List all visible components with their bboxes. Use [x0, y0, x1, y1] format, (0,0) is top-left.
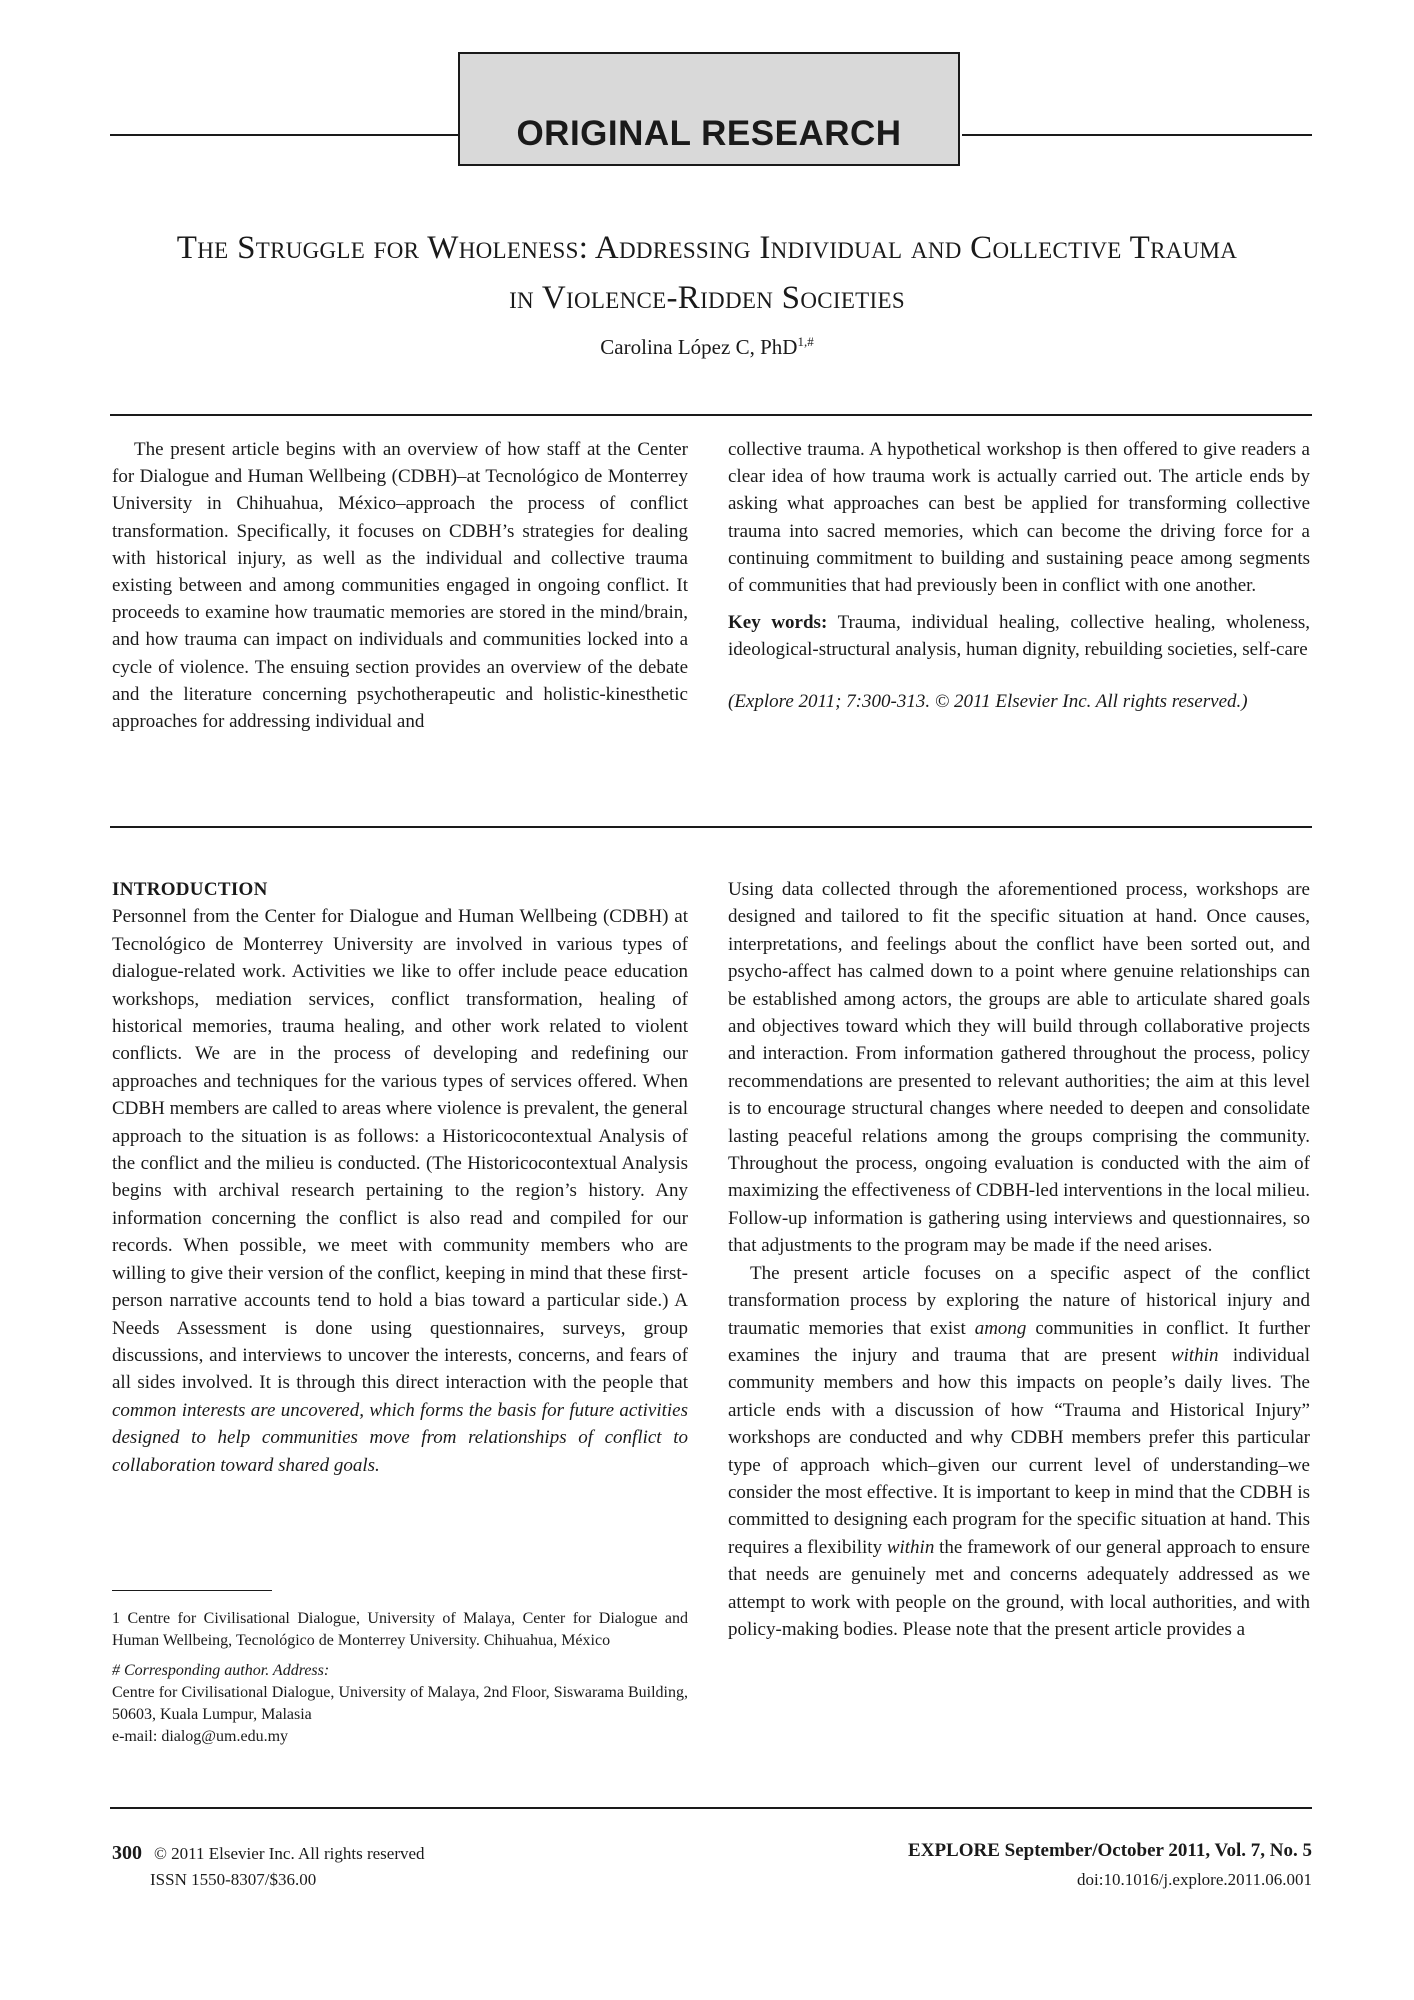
intro-left-column [112, 876, 688, 1479]
page-number: 300 [112, 1842, 142, 1864]
author-line [100, 334, 1314, 360]
abstract-top-rule [110, 414, 1312, 416]
header-rule-right [962, 134, 1312, 136]
intro-p3-emphasis-within: within [1170, 1344, 1219, 1366]
intro-p3-text-c: individual community members and how this impacts on people’s daily lives. The article ends with a discussion of how “Trauma and Historical Injury” workshops are conducted and why CDBH members prefer this particular type of approach which–given our current level of understanding–we consider the most effective. It is important to keep in mind that the CDBH is committed to designing each program for the specific situation at hand. This requires a flexibility [728, 1344, 1310, 1558]
author-affiliation-marks: 1,# [797, 334, 814, 349]
footer-copyright: © 2011 Elsevier Inc. All rights reserved [154, 1844, 425, 1863]
intro-p3-text-a: The present article focuses on a specific aspect of the conflict transformation process by exploring the nature of historical injury and traumatic memories that exist [728, 1262, 1310, 1339]
footnote-corresponding-label [112, 1660, 688, 1682]
footer-left [112, 1842, 425, 1865]
intro-p3-emphasis-within-2: within [886, 1536, 935, 1558]
journal-name: EXPLORE [908, 1840, 1000, 1861]
intro-p3-text-d: the framework of our general approach to ensure that needs are genuinely met and concerns adequately addressed as we attempt to work with people on the ground, with local authorities, and with policy-making bodies. Please note that the present article provides a [728, 1536, 1310, 1640]
section-label: ORIGINAL RESEARCH [516, 114, 902, 153]
abstract-text-left: The present article begins with an overview of how staff at the Center for Dialogue and Human Wellbeing (CDBH)–at Tecnológico de Monterrey University in Chihuahua, México–approach the process of conflict transformation. Specifically, it focuses on CDBH’s strategies for dealing with historical injury, as well as the individual and collective trauma existing between and among communities engaged in ongoing conflict. It proceeds to examine how traumatic memories are stored in the mind/brain, and how trauma can impact on individuals and communities locked into a cycle of violence. The ensuing section provides an overview of the debate and the literature concerning psychotherapeutic and holistic-kinesthetic approaches for addressing individual and [112, 439, 688, 733]
header-rule-left [110, 134, 460, 136]
keywords-label: Key words: [728, 612, 828, 634]
footer-doi: doi:10.1016/j.explore.2011.06.001 [1077, 1870, 1312, 1889]
footnotes [112, 1608, 688, 1748]
keywords [728, 609, 1310, 663]
intro-p3-emphasis-among: among [974, 1317, 1027, 1339]
keywords-list: Trauma, individual healing, collective healing, wholeness, ideological-structural analysis, human dignity, rebuilding societies, self-care [728, 612, 1310, 661]
intro-paragraph-3 [728, 1260, 1310, 1644]
abstract-bottom-rule [110, 826, 1312, 828]
article-title-line-1: The Struggle for Wholeness: Addressing Individual and Collective Trauma [176, 230, 1238, 266]
journal-issue: September/October 2011, Vol. 7, No. 5 [1004, 1840, 1312, 1861]
intro-paragraph-1 [112, 903, 688, 1479]
footnote-email: e-mail: dialog@um.edu.my [112, 1728, 289, 1745]
citation: (Explore 2011; 7:300-313. © 2011 Elsevier Inc. All rights reserved.) [728, 690, 1248, 712]
intro-p3-text-b: communities in conflict. It further examines the injury and trauma that are present [728, 1317, 1310, 1366]
abstract-left-column [112, 436, 688, 735]
footer-journal-line [908, 1840, 1312, 1862]
footnote-rule [112, 1590, 272, 1591]
intro-heading: INTRODUCTION [112, 879, 268, 900]
footnote-affiliation: 1 Centre for Civilisational Dialogue, University of Malaya, Center for Dialogue and Human Wellbeing, Tecnológico de Monterrey University. Chihuahua, México [112, 1610, 688, 1649]
intro-right-column [728, 876, 1310, 1643]
author-name: Carolina López C, PhD [600, 335, 798, 359]
corresponding-label-text: # Corresponding author. Address: [112, 1662, 330, 1679]
section-banner [458, 52, 960, 166]
intro-emphasis: common interests are uncovered, which forms the basis for future activities designed to help communities move from relationships of conflict to collaboration toward shared goals. [112, 1399, 688, 1476]
footer-issn: ISSN 1550-8307/$36.00 [150, 1870, 317, 1889]
article-title-line-2: in Violence-Ridden Societies [509, 280, 905, 316]
intro-text: Personnel from the Center for Dialogue and Human Wellbeing (CDBH) at Tecnológico de Monterrey University are involved in various types of dialogue-related work. Activities we like to offer include peace education workshops, mediation services, conflict transformation, healing of historical memories, trauma healing, and other work related to violent conflicts. We are in the process of developing and redefining our approaches and techniques for the various types of services offered. When CDBH members are called to areas where violence is prevalent, the general approach to the situation is as follows: a Historicocontextual Analysis of the conflict and the milieu is conducted. (The Historicocontextual Analysis begins with archival research pertaining to the region’s history. Any information concerning the conflict is also read and compiled for our records. When possible, we meet with community members who are willing to give their version of the conflict, keeping in mind that these first-person narrative accounts tend to hold a bias toward a particular side.) A Needs Assessment is done using questionnaires, surveys, group discussions, and interviews to uncover the interests, concerns, and fears of all sides involved. It is through this direct interaction with the people that [112, 906, 688, 1394]
abstract-text-right: collective trauma. A hypothetical workshop is then offered to give readers a clear idea of how trauma work is actually carried out. The article ends by asking what approaches can best be applied for transforming collective trauma into sacred memories, which can become the driving force for a continuing commitment to building and sustaining peace among segments of communities that had previously been in conflict with one another. [728, 439, 1310, 597]
footnote-address: Centre for Civilisational Dialogue, University of Malaya, 2nd Floor, Siswarama Building, 50603, Kuala Lumpur, Malasia [112, 1684, 688, 1723]
footer-rule [110, 1807, 1312, 1809]
abstract-right-column [728, 436, 1310, 715]
intro-paragraph-2: Using data collected through the aforementioned process, workshops are designed and tailored to fit the specific situation at hand. Once causes, interpretations, and feelings about the conflict have been sorted out, and psycho-affect has calmed down to a point where genuine relationships can be established among actors, the groups are able to articulate shared goals and objectives toward which they will build through collaborative projects and interaction. From information gathered throughout the process, policy recommendations are presented to relevant authorities; the aim at this level is to encourage structural changes where needed to deepen and consolidate lasting peaceful relations among the groups comprising the community. Throughout the process, ongoing evaluation is conducted with the aim of maximizing the effectiveness of CDBH-led interventions in the local milieu. Follow-up information is gathering using interviews and questionnaires, so that adjustments to the program may be made if the need arises. [728, 879, 1310, 1257]
